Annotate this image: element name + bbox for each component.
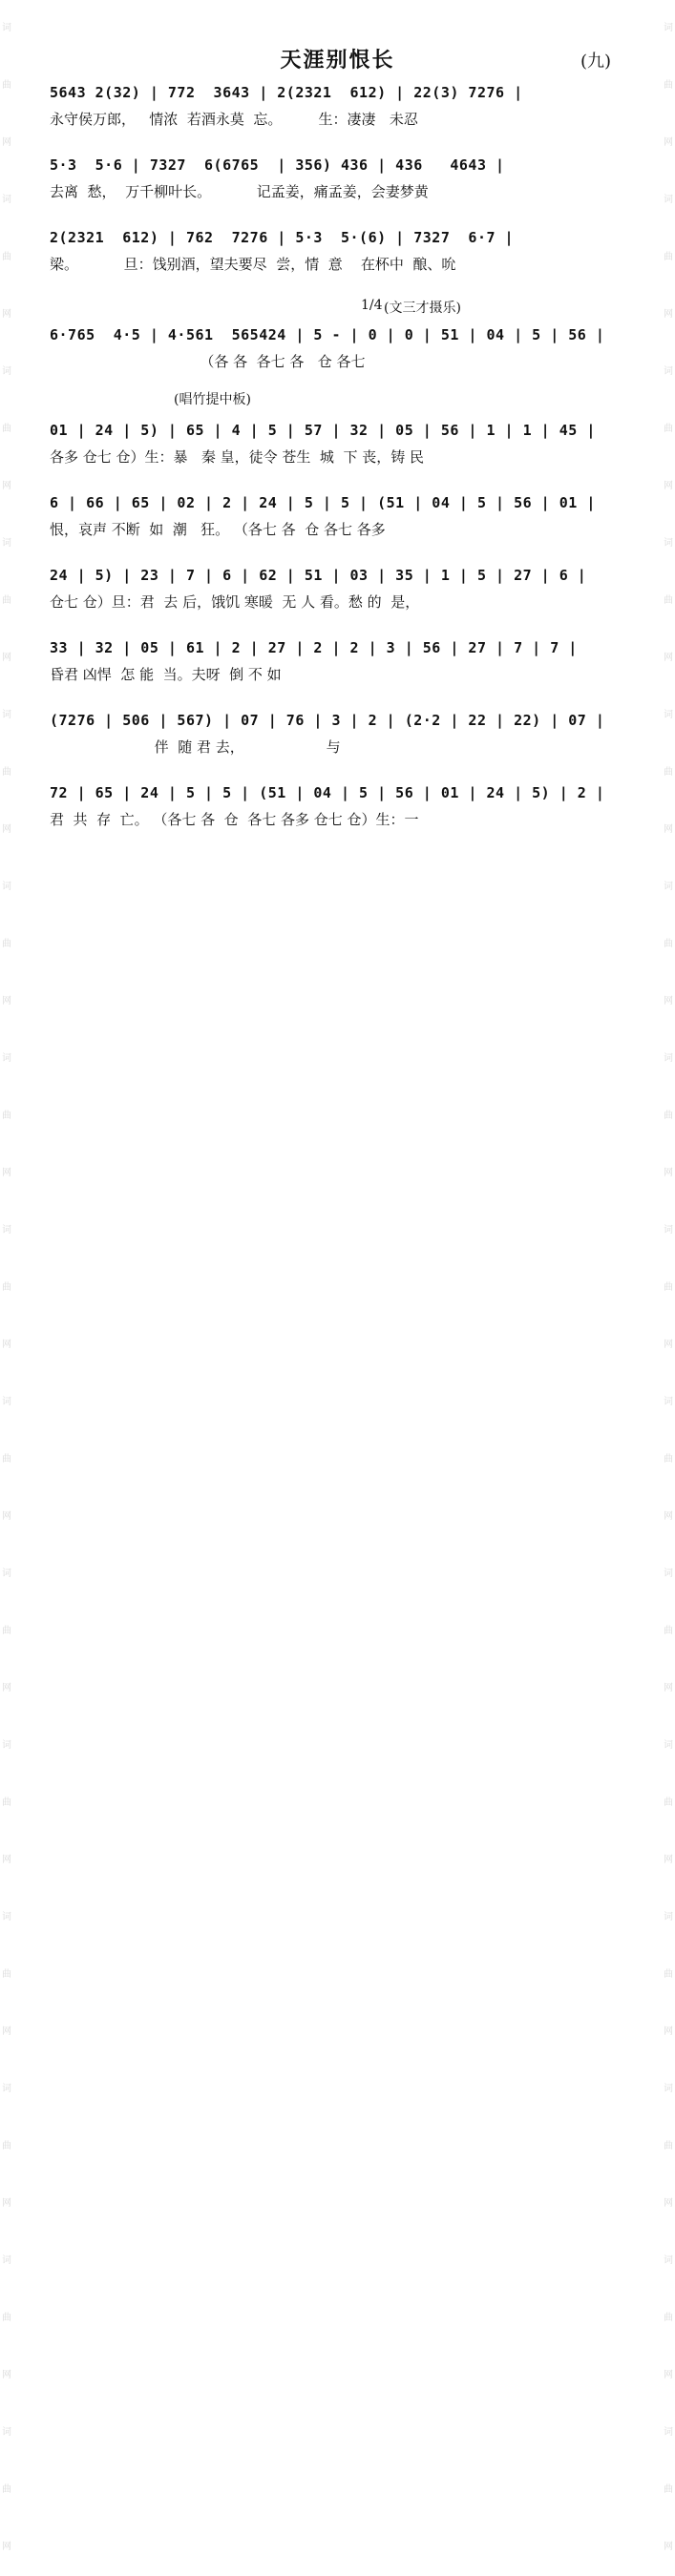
notation-line: 72 | 65 | 24 | 5 | 5 | (51 | 04 | 5 | 56 | 01 | 24 | 5) | 2 | (50, 784, 605, 801)
lyrics-line: 仓七 仓）旦：君 去 后，饿饥 寒暖 无 人 看。愁 的 是， (50, 593, 420, 611)
notation-line: 2(2321 612) | 762 7276 | 5·3 5·(6) | 7327 6·7 | (50, 229, 515, 246)
lyrics-line: 恨，哀声 不断 如 潮 狂。 （各七 各 仓 各七 各多 (50, 521, 386, 538)
watermark-right: 词曲网 词曲网 词曲网 词曲网 词曲网 词曲网 词曲网 词曲网 词曲网 词曲网 词曲网 词曲网 词曲网 词曲网 词曲网 (664, 23, 673, 2552)
notation-line: 33 | 32 | 05 | 61 | 2 | 27 | 2 | 2 | 3 | 56 | 27 | 7 | 7 | (50, 639, 578, 656)
notation-line: 6·765 4·5 | 4·561 565424 | 5 - | 0 | 0 | 51 | 04 | 5 | 56 | (50, 326, 605, 343)
lyrics-line: （各 各 各七 各 仓 各七 (50, 353, 366, 370)
score-system-9 (50, 712, 642, 757)
notation-line: (7276 | 506 | 567) | 07 | 76 | 3 | 2 | (2·2 | 22 | 22) | 07 | (50, 712, 605, 729)
notation-line: 5·3 5·6 | 7327 6(6765 | 356) 436 | 436 4643 | (50, 156, 505, 174)
lyrics-line: 梁。 旦：饯别酒，望夫要尽 尝，情 意 在杯中 酿、吮 (50, 256, 456, 273)
song-title: 天涯别恨长 (280, 48, 395, 73)
notation-line: 6 | 66 | 65 | 02 | 2 | 24 | 5 | 5 | (51 | 04 | 5 | 56 | 01 | (50, 494, 596, 511)
lyrics-line: 君 共 存 亡。 （各七 各 仓 各七 各多 仓七 仓）生：一 (50, 811, 419, 828)
lyrics-line: 伴 随 君 去， 与 (50, 738, 341, 756)
score-system-8 (50, 639, 642, 684)
lyrics-line: 各多 仓七 仓）生：暴 秦 皇，徒令 苍生 城 下 丧，铸 民 (50, 448, 424, 466)
score-system-2 (50, 156, 642, 201)
tempo-change-marking: 1/4 (361, 298, 383, 313)
watermark-left: 词曲网 词曲网 词曲网 词曲网 词曲网 词曲网 词曲网 词曲网 词曲网 词曲网 词曲网 词曲网 词曲网 词曲网 词曲网 (2, 23, 11, 2552)
score-system-4 (50, 326, 642, 371)
lyrics-line: 昏君 凶悍 怎 能 当。夫呀 倒 不 如 (50, 666, 282, 683)
part-number: (九) (580, 52, 612, 72)
notation-line: 01 | 24 | 5) | 65 | 4 | 5 | 57 | 32 | 05 | 56 | 1 | 1 | 45 | (50, 422, 596, 439)
percussion-note: (文三才摄乐) (384, 301, 461, 316)
notation-line: 5643 2(32) | 772 3643 | 2(2321 612) | 22(3) 7276 | (50, 84, 523, 101)
score-system-7 (50, 567, 642, 612)
style-note: (唱竹提中板) (174, 392, 251, 407)
score-system-5 (50, 422, 642, 467)
score-system-1 (50, 84, 642, 129)
score-system-3 (50, 229, 642, 274)
score-system-6 (50, 494, 642, 539)
lyrics-line: 去离 愁， 万千柳叶长。 记孟姜，痛孟姜，会妻梦黄 (50, 183, 429, 200)
notation-line: 24 | 5) | 23 | 7 | 6 | 62 | 51 | 03 | 35 | 1 | 5 | 27 | 6 | (50, 567, 587, 584)
lyrics-line: 永守侯万郎， 情浓 若酒永莫 忘。 生：凄凄 未忍 (50, 111, 418, 128)
score-system-10 (50, 784, 642, 829)
